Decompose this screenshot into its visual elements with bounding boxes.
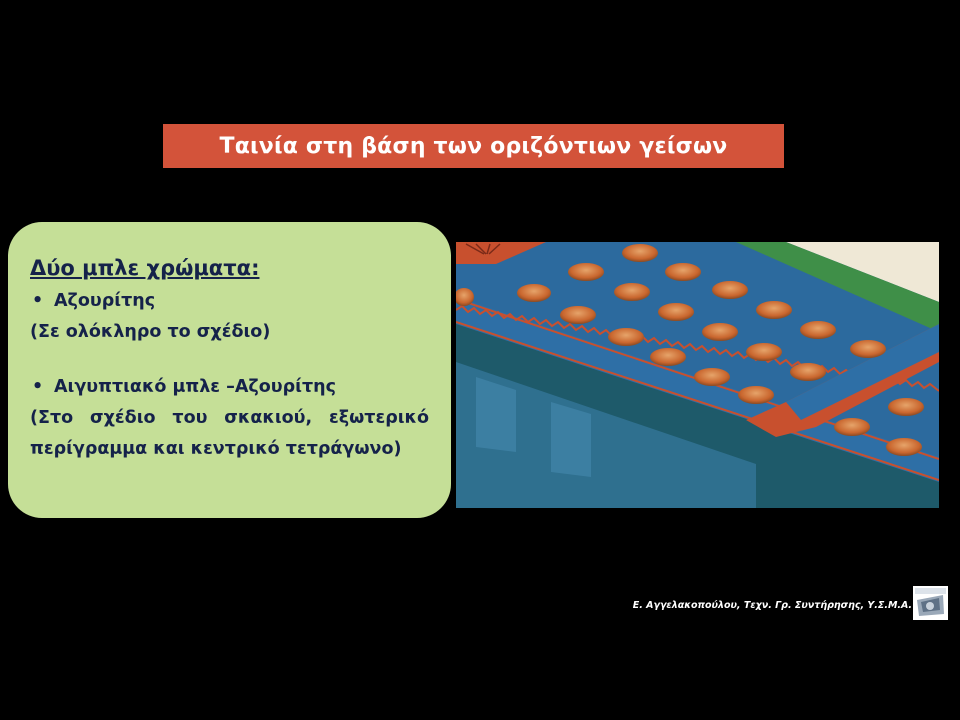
- cornice-reconstruction-image: [456, 242, 939, 508]
- bullet-item-1-label: Αζουρίτης: [54, 291, 156, 311]
- note-2-line-1: (Στο σχέδιο του σκακιού, εξωτερικό: [30, 408, 429, 428]
- bullet-item-2-label: Αιγυπτιακό μπλε –Αζουρίτης: [54, 377, 336, 397]
- text-box-heading: Δύο μπλε χρώματα:: [30, 256, 260, 280]
- bullet-item-1: [30, 286, 429, 317]
- bullet-icon: •: [32, 291, 44, 311]
- note-1: (Σε ολόκληρο το σχέδιο): [30, 322, 271, 342]
- slide-title-bar: [163, 124, 784, 168]
- ysma-logo-icon: [913, 586, 948, 620]
- bullet-icon: •: [32, 377, 44, 397]
- credit-line: Ε. Αγγελακοπούλου, Τεχν. Γρ. Συντήρησης, Υ.Σ.Μ.Α.: [632, 600, 912, 611]
- bullet-item-2: [30, 372, 429, 403]
- note-2-line-2: περίγραμμα και κεντρικό τετράγωνο): [30, 439, 402, 459]
- text-box: [8, 222, 451, 518]
- slide-title: Ταινία στη βάση των οριζόντιων γείσων: [219, 133, 728, 159]
